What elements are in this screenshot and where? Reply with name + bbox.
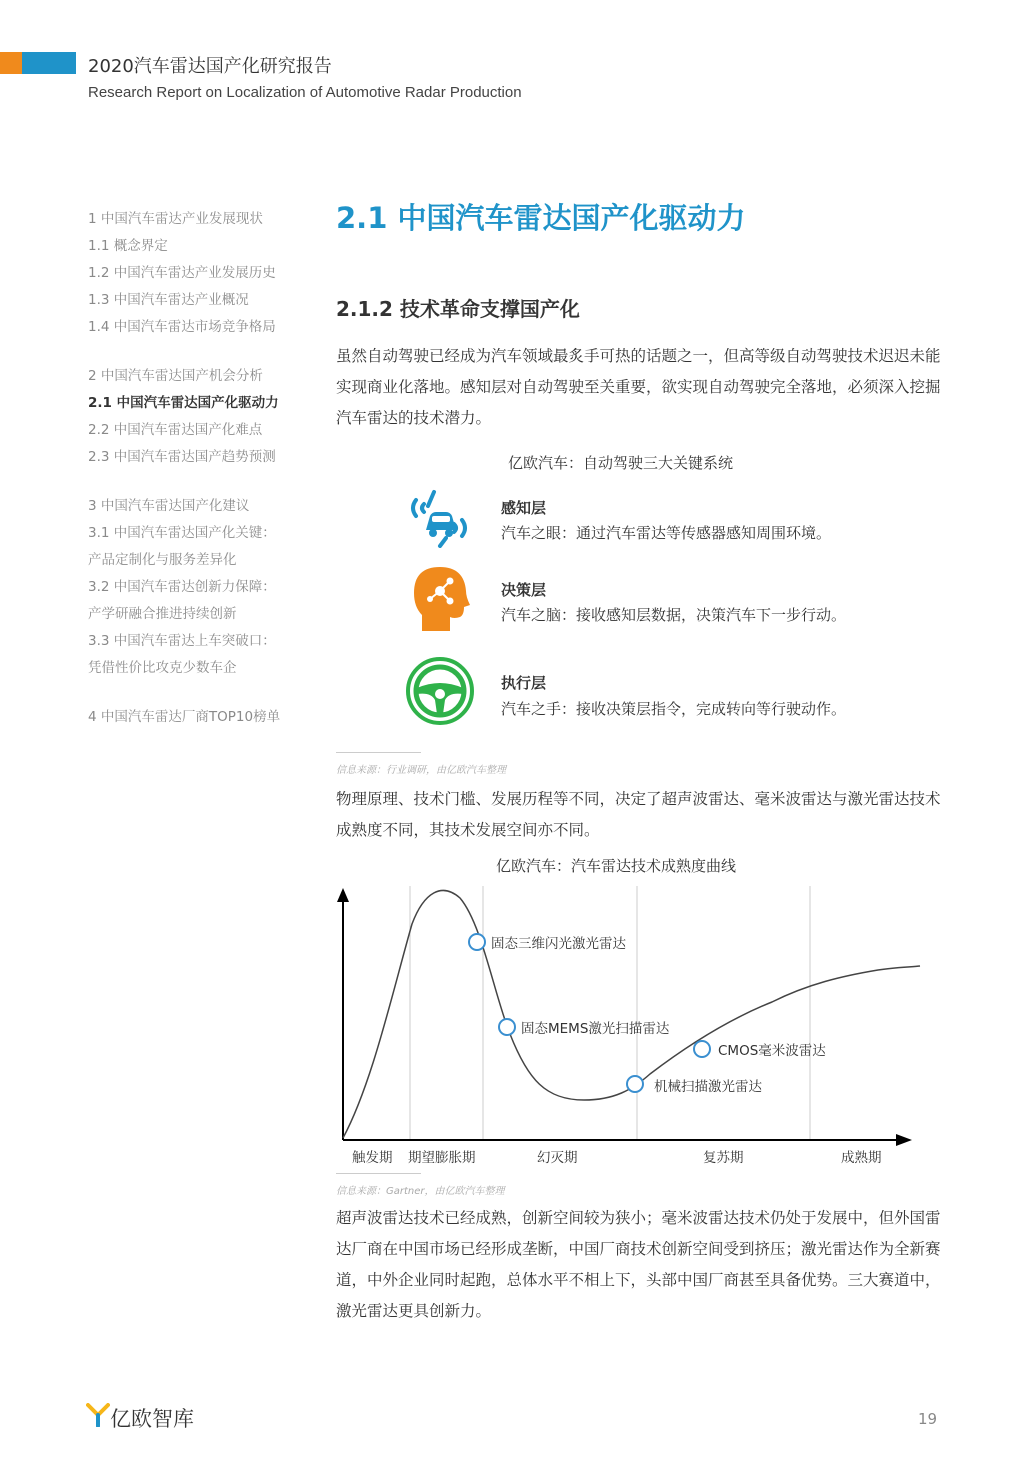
marker-point	[694, 1041, 710, 1057]
marker-point	[499, 1019, 515, 1035]
annotation-label: CMOS毫米波雷达	[718, 1043, 826, 1059]
paragraph-intro: 虽然自动驾驶已经成为汽车领域最炙手可热的话题之一，但高等级自动驾驶技术迟迟未能实现商业化落地。感知层对自动驾驶至关重要，欲实现自动驾驶完全落地，必须深入挖掘汽车雷达的技术潜力。	[336, 347, 941, 427]
layer-name: 决策层	[501, 581, 547, 599]
toc-item[interactable]: 1.1 概念界定	[88, 238, 168, 254]
toc-item[interactable]: 3.2 中国汽车雷达创新力保障：	[88, 579, 276, 595]
x-axis-arrow	[896, 1134, 912, 1146]
layer-description: 汽车之脑：接收感知层数据，决策汽车下一步行动。	[501, 606, 847, 624]
toc-item[interactable]: 1.2 中国汽车雷达产业发展历史	[88, 265, 276, 281]
layer-description: 汽车之眼：通过汽车雷达等传感器感知周围环境。	[501, 524, 832, 542]
header-accent-orange	[0, 52, 22, 74]
section-title: 2.1 中国汽车雷达国产化驱动力	[336, 201, 746, 235]
phase-label: 期望膨胀期	[408, 1150, 476, 1166]
toc-item[interactable]: 产品定制化与服务差异化	[88, 552, 237, 568]
yiou-logo-icon	[86, 1403, 110, 1431]
annotation-label: 固态三维闪光激光雷达	[491, 936, 626, 952]
layer-description: 汽车之手：接收决策层指令，完成转向等行驶动作。	[501, 700, 847, 718]
toc-item[interactable]: 4 中国汽车雷达厂商TOP10榜单	[88, 709, 281, 725]
paragraph-conclusion: 超声波雷达技术已经成熟，创新空间较为狭小；毫米波雷达技术仍处于发展中，但外国雷达厂商在中国市场已经形成垄断，中国厂商技术创新空间受到挤压；激光雷达作为全新赛道，中外企业同时起跑，总体水平不相上下，头部中国厂商甚至具备优势。三大赛道中，激光雷达更具创新力。	[336, 1209, 941, 1320]
steering-wheel-icon	[405, 656, 475, 726]
header-accent-blue	[22, 52, 76, 74]
toc-item[interactable]: 凭借性价比攻克少数车企	[88, 660, 237, 676]
toc-item[interactable]: 1 中国汽车雷达产业发展现状	[88, 211, 263, 227]
figure-source: 信息来源：行业调研，由亿欧汽车整理	[336, 765, 506, 776]
y-axis-arrow	[337, 888, 349, 902]
toc-item-active[interactable]: 2.1 中国汽车雷达国产化驱动力	[88, 395, 279, 411]
marker-point	[469, 934, 485, 950]
report-title: 2020汽车雷达国产化研究报告	[88, 56, 332, 77]
page-number: 19	[918, 1410, 938, 1428]
toc-item[interactable]: 2 中国汽车雷达国产机会分析	[88, 368, 263, 384]
annotation-label: 机械扫描激光雷达	[654, 1079, 762, 1095]
table-of-contents	[88, 206, 318, 731]
toc-item[interactable]: 产学研融合推进持续创新	[88, 606, 237, 622]
brain-head-icon	[410, 563, 470, 633]
maturity-curve	[343, 890, 920, 1138]
chart-title: 亿欧汽车：汽车雷达技术成熟度曲线	[496, 857, 737, 875]
layer-name: 感知层	[501, 499, 547, 517]
toc-item[interactable]: 3.1 中国汽车雷达国产化关键：	[88, 525, 276, 541]
layer-name: 执行层	[501, 674, 547, 692]
figure-caption: 亿欧汽车：自动驾驶三大关键系统	[508, 454, 734, 472]
toc-item[interactable]: 2.3 中国汽车雷达国产趋势预测	[88, 449, 276, 465]
phase-label: 触发期	[352, 1150, 393, 1166]
toc-item[interactable]: 1.3 中国汽车雷达产业概况	[88, 292, 249, 308]
phase-label: 幻灭期	[537, 1150, 578, 1166]
source-divider	[336, 752, 421, 753]
car-sensor-icon	[406, 486, 472, 548]
chart-source: 信息来源：Gartner，由亿欧汽车整理	[336, 1186, 505, 1197]
source-divider	[336, 1173, 421, 1174]
toc-item[interactable]: 3 中国汽车雷达国产化建议	[88, 498, 250, 514]
phase-label: 成熟期	[841, 1150, 882, 1166]
paragraph-maturity: 物理原理、技术门槛、发展历程等不同，决定了超声波雷达、毫米波雷达与激光雷达技术成熟度不同，其技术发展空间亦不同。	[336, 790, 941, 839]
toc-item[interactable]: 3.3 中国汽车雷达上车突破口：	[88, 633, 276, 649]
subsection-title: 2.1.2 技术革命支撑国产化	[336, 297, 580, 321]
toc-item[interactable]: 2.2 中国汽车雷达国产化难点	[88, 422, 263, 438]
marker-point	[627, 1076, 643, 1092]
report-subtitle: Research Report on Localization of Automotive Radar Production	[88, 84, 522, 101]
footer-brand: 亿欧智库	[110, 1407, 194, 1431]
annotation-label: 固态MEMS激光扫描雷达	[521, 1021, 670, 1037]
phase-label: 复苏期	[703, 1150, 744, 1166]
toc-item[interactable]: 1.4 中国汽车雷达市场竞争格局	[88, 319, 276, 335]
